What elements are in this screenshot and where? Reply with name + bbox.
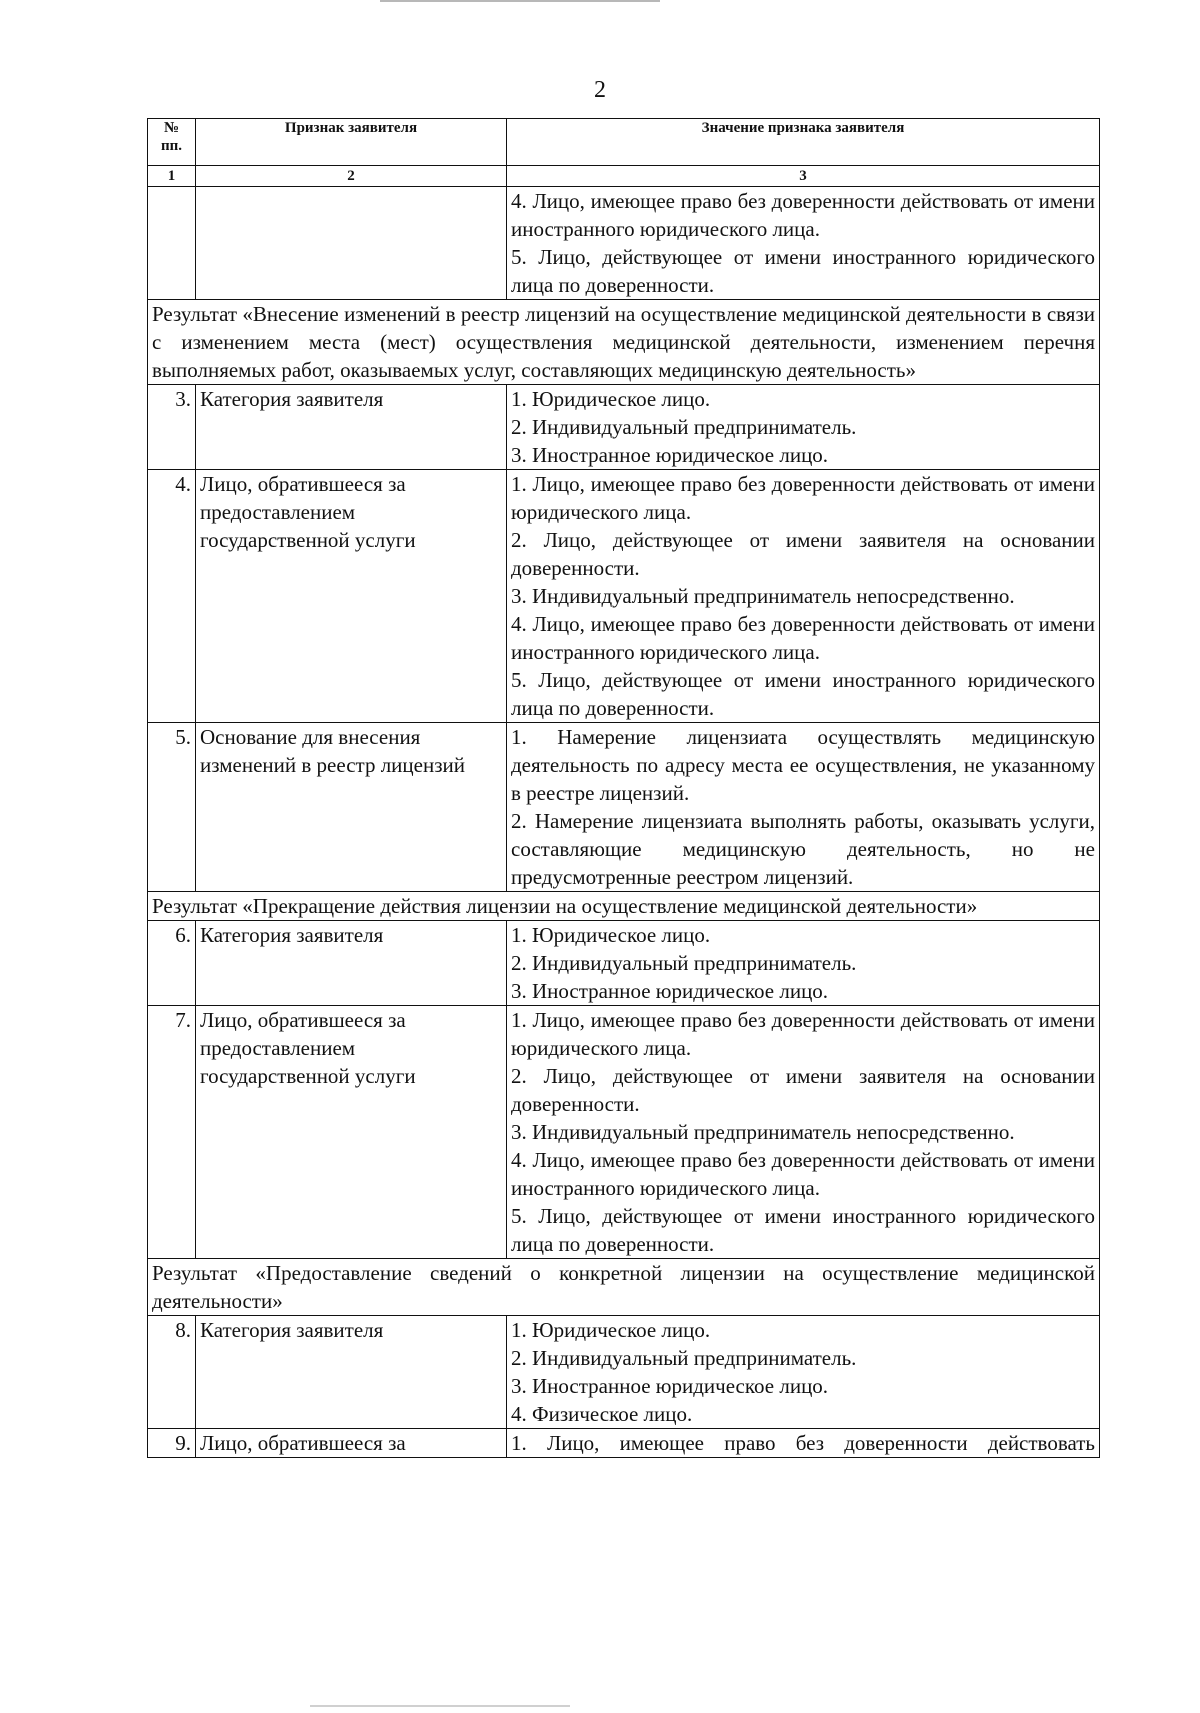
result-heading: Результат «Прекращение действия лицензии на осуществление медицинской деятельности» <box>148 892 1100 921</box>
value-cell <box>507 187 1100 300</box>
value-item: 3. Индивидуальный предприниматель непосредственно. <box>511 1120 1015 1144</box>
value-item: 4. Лицо, имеющее право без доверенности действовать от имени иностранного юридического лица. <box>511 612 1095 664</box>
attribute-cell: Категория заявителя <box>196 1316 507 1429</box>
header-attribute: Признак заявителя <box>196 119 507 166</box>
scan-edge-mark <box>310 1705 570 1707</box>
value-item: 1. Намерение лицензиата осуществлять медицинскую деятельность по адресу места ее осуществления, не указанному в реестре лицензий. <box>511 725 1095 805</box>
number-cell <box>148 187 196 300</box>
attribute-cell: Категория заявителя <box>196 385 507 470</box>
row-number: 4. <box>148 470 196 723</box>
row-number: 7. <box>148 1006 196 1259</box>
table-row <box>148 1429 1100 1458</box>
index-cell: 2 <box>196 166 507 187</box>
attribute-cell: Основание для внесения изменений в реестр лицензий <box>196 723 507 892</box>
value-item: 1. Юридическое лицо. <box>511 923 711 947</box>
value-item: 4. Лицо, имеющее право без доверенности действовать от имени иностранного юридического лица. <box>511 1148 1095 1200</box>
header-number: № пп. <box>148 119 196 166</box>
value-item: 3. Иностранное юридическое лицо. <box>511 979 829 1003</box>
value-item: 5. Лицо, действующее от имени иностранного юридического лица по доверенности. <box>511 668 1095 720</box>
table-index-row <box>148 166 1100 187</box>
value-item: 2. Лицо, действующее от имени заявителя на основании доверенности. <box>511 528 1095 580</box>
table-row <box>148 1006 1100 1259</box>
table-row <box>148 723 1100 892</box>
value-item: 3. Индивидуальный предприниматель непосредственно. <box>511 584 1015 608</box>
value-item: 1. Лицо, имеющее право без доверенности действовать <box>511 1431 1095 1455</box>
attribute-cell: Лицо, обратившееся за предоставлением государственной услуги <box>196 470 507 723</box>
value-item: 1. Юридическое лицо. <box>511 387 711 411</box>
index-cell: 1 <box>148 166 196 187</box>
value-cell <box>507 470 1100 723</box>
value-item: 2. Лицо, действующее от имени заявителя на основании доверенности. <box>511 1064 1095 1116</box>
index-cell: 3 <box>507 166 1100 187</box>
table-row <box>148 1316 1100 1429</box>
table-row <box>148 187 1100 300</box>
value-item: 3. Иностранное юридическое лицо. <box>511 443 829 467</box>
row-number: 6. <box>148 921 196 1006</box>
value-item: 5. Лицо, действующее от имени иностранного юридического лица по доверенности. <box>511 245 1095 297</box>
header-value: Значение признака заявителя <box>507 119 1100 166</box>
result-row <box>148 892 1100 921</box>
value-item: 3. Иностранное юридическое лицо. <box>511 1374 829 1398</box>
attribute-cell <box>196 187 507 300</box>
value-item: 4. Физическое лицо. <box>511 1402 693 1426</box>
row-number: 3. <box>148 385 196 470</box>
result-row <box>148 300 1100 385</box>
table-row <box>148 921 1100 1006</box>
attribute-cell: Лицо, обратившееся за <box>196 1429 507 1458</box>
value-cell <box>507 723 1100 892</box>
table-row <box>148 385 1100 470</box>
row-number: 5. <box>148 723 196 892</box>
applicant-attributes-table <box>147 118 1100 1458</box>
row-number: 9. <box>148 1429 196 1458</box>
page-number: 2 <box>594 77 606 103</box>
scan-edge-mark <box>380 0 660 2</box>
value-item: 2. Индивидуальный предприниматель. <box>511 415 857 439</box>
value-item: 2. Индивидуальный предприниматель. <box>511 1346 857 1370</box>
value-item: 1. Лицо, имеющее право без доверенности действовать от имени юридического лица. <box>511 1008 1095 1060</box>
value-cell <box>507 1316 1100 1429</box>
attribute-cell: Категория заявителя <box>196 921 507 1006</box>
table-row <box>148 470 1100 723</box>
value-item: 4. Лицо, имеющее право без доверенности действовать от имени иностранного юридического лица. <box>511 189 1095 241</box>
value-cell <box>507 1429 1100 1458</box>
value-item: 2. Индивидуальный предприниматель. <box>511 951 857 975</box>
result-heading: Результат «Внесение изменений в реестр лицензий на осуществление медицинской деятельности в связи с изменением места (мест) осуществления медицинской деятельности, изменением перечня выполняемых работ, оказываемых услуг, составляющих медицинскую деятельность» <box>148 300 1100 385</box>
result-heading: Результат «Предоставление сведений о конкретной лицензии на осуществление медицинской деятельности» <box>148 1259 1100 1316</box>
value-item: 1. Юридическое лицо. <box>511 1318 711 1342</box>
value-item: 1. Лицо, имеющее право без доверенности действовать от имени юридического лица. <box>511 472 1095 524</box>
value-item: 2. Намерение лицензиата выполнять работы, оказывать услуги, составляющие медицинскую деятельность, но не предусмотренные реестром лицензий. <box>511 809 1095 889</box>
value-cell <box>507 385 1100 470</box>
value-item: 5. Лицо, действующее от имени иностранного юридического лица по доверенности. <box>511 1204 1095 1256</box>
table-header-row <box>148 119 1100 166</box>
value-cell <box>507 1006 1100 1259</box>
row-number: 8. <box>148 1316 196 1429</box>
value-cell <box>507 921 1100 1006</box>
attribute-cell: Лицо, обратившееся за предоставлением государственной услуги <box>196 1006 507 1259</box>
result-row <box>148 1259 1100 1316</box>
